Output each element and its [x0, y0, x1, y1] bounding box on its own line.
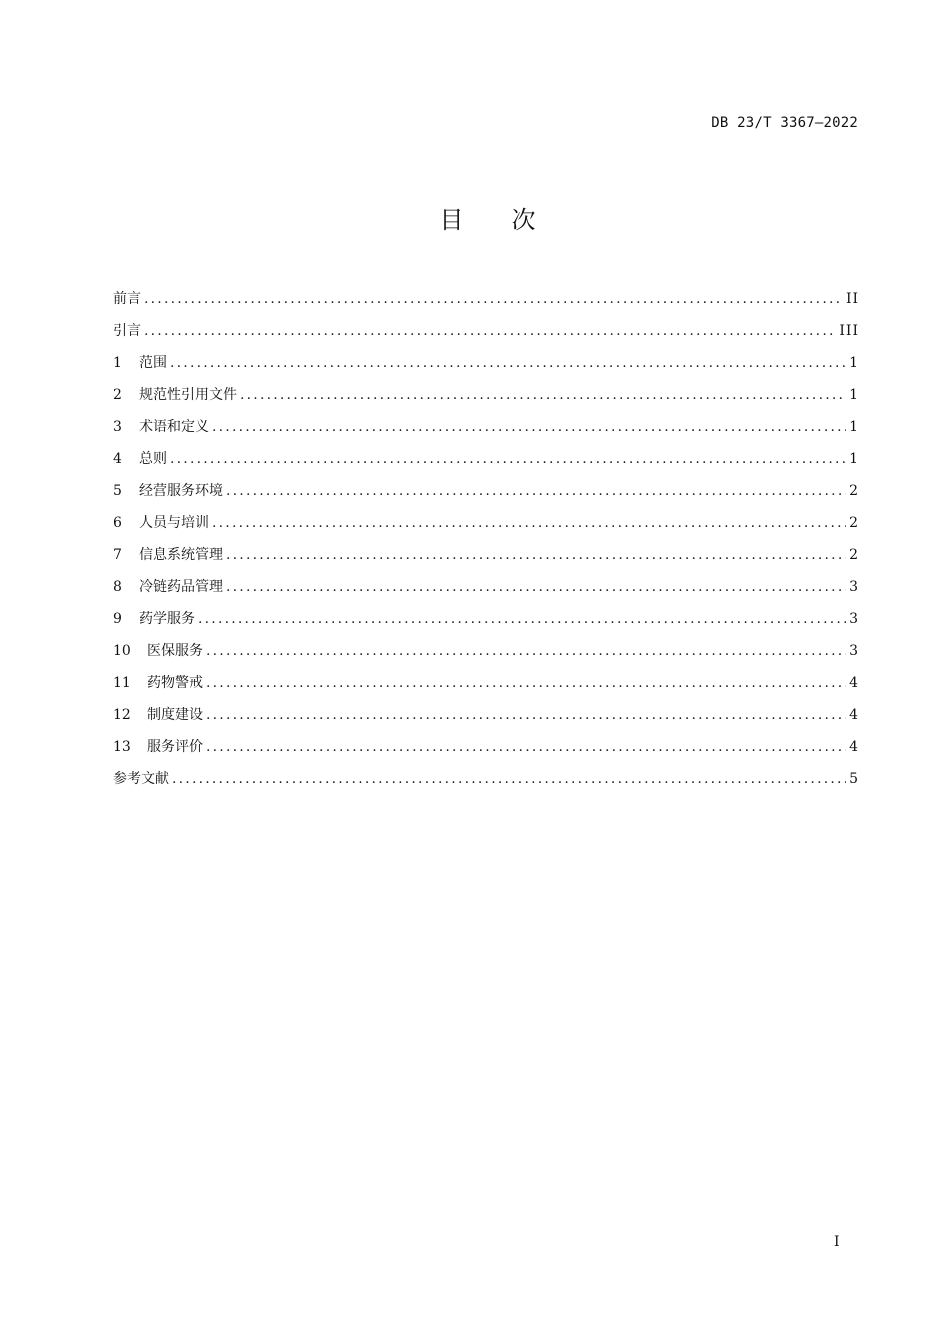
toc-entry-label-wrap: [113, 507, 209, 539]
toc-entry-number: 11: [113, 675, 131, 691]
toc-entry-9[interactable]: [113, 603, 859, 635]
toc-entry-label: 信息系统管理: [139, 547, 223, 563]
toc-entry-page: 1: [849, 451, 859, 467]
toc-entry-number: 7: [113, 547, 122, 563]
toc-entry-introduction[interactable]: [113, 315, 859, 347]
toc-entry-page: 1: [849, 419, 859, 435]
toc-entry-6[interactable]: [113, 507, 859, 539]
toc-dot-leader: [206, 731, 846, 763]
toc-entry-label: 参考文献: [113, 771, 169, 787]
toc-entry-number: 4: [113, 451, 122, 467]
toc-dot-leader: [170, 443, 846, 475]
toc-entry-3[interactable]: [113, 411, 859, 443]
toc-entry-label: 人员与培训: [139, 515, 209, 531]
toc-entry-number: 12: [113, 707, 131, 723]
toc-dot-leader: [206, 667, 846, 699]
toc-entry-11[interactable]: [113, 667, 859, 699]
toc-entry-10[interactable]: [113, 635, 859, 667]
toc-dot-leader: [212, 411, 846, 443]
toc-entry-13[interactable]: [113, 731, 859, 763]
toc-entry-page: III: [839, 323, 859, 339]
toc-entry-page: 4: [849, 707, 859, 723]
toc-entry-label-wrap: [113, 347, 167, 379]
toc-entry-1[interactable]: [113, 347, 859, 379]
toc-entry-2[interactable]: [113, 379, 859, 411]
toc-entry-label: 术语和定义: [139, 419, 209, 435]
toc-dot-leader: [226, 571, 846, 603]
toc-entry-label-wrap: [113, 603, 195, 635]
toc-entry-12[interactable]: [113, 699, 859, 731]
toc-dot-leader: [226, 539, 846, 571]
toc-entry-label-wrap: [113, 667, 203, 699]
toc-entry-page: 4: [849, 739, 859, 755]
toc-entry-label-wrap: [113, 571, 223, 603]
toc-entry-page: 2: [849, 483, 859, 499]
toc-dot-leader: [198, 603, 846, 635]
toc-entry-label: 规范性引用文件: [139, 387, 237, 403]
toc-entry-label-wrap: [113, 635, 203, 667]
document-code: DB 23/T 3367—2022: [711, 115, 858, 131]
toc-entry-label: 范围: [139, 355, 167, 371]
toc-entry-label: 总则: [139, 451, 167, 467]
toc-dot-leader: [206, 699, 846, 731]
toc-entry-number: 5: [113, 483, 122, 499]
toc-entry-label-wrap: [113, 443, 167, 475]
toc-entry-number: 8: [113, 579, 122, 595]
toc-entry-label: 服务评价: [147, 739, 203, 755]
table-of-contents: [113, 283, 859, 795]
toc-entry-page: 5: [849, 771, 859, 787]
toc-entry-page: 3: [849, 611, 859, 627]
toc-dot-leader: [170, 347, 846, 379]
toc-dot-leader: [144, 315, 836, 347]
toc-dot-leader: [212, 507, 846, 539]
toc-entry-page: 1: [849, 387, 859, 403]
toc-title-char-2: 次: [511, 206, 536, 234]
toc-entry-number: 3: [113, 419, 122, 435]
toc-dot-leader: [240, 379, 846, 411]
toc-entry-label: 经营服务环境: [139, 483, 223, 499]
toc-entry-number: 2: [113, 387, 122, 403]
page-number: I: [834, 1234, 840, 1250]
toc-entry-page: 3: [849, 643, 859, 659]
toc-dot-leader: [144, 283, 843, 315]
toc-entry-number: 13: [113, 739, 131, 755]
toc-entry-4[interactable]: [113, 443, 859, 475]
toc-entry-page: 2: [849, 515, 859, 531]
toc-dot-leader: [172, 763, 846, 795]
toc-entry-number: 10: [113, 643, 131, 659]
toc-entry-foreword[interactable]: [113, 283, 859, 315]
toc-entry-8[interactable]: [113, 571, 859, 603]
toc-dot-leader: [206, 635, 846, 667]
toc-entry-number: 6: [113, 515, 122, 531]
toc-entry-references[interactable]: [113, 763, 859, 795]
toc-entry-page: II: [845, 291, 859, 307]
toc-entry-label: 医保服务: [147, 643, 203, 659]
toc-entry-label-wrap: [113, 539, 223, 571]
toc-entry-label-wrap: [113, 411, 209, 443]
toc-entry-label: 引言: [113, 323, 141, 339]
toc-entry-page: 2: [849, 547, 859, 563]
toc-title: [0, 200, 950, 235]
toc-entry-label: 药物警戒: [147, 675, 203, 691]
toc-entry-label-wrap: [113, 379, 237, 411]
toc-entry-number: 9: [113, 611, 122, 627]
toc-entry-page: 4: [849, 675, 859, 691]
toc-title-char-1: 目: [439, 206, 464, 234]
toc-entry-label: 冷链药品管理: [139, 579, 223, 595]
toc-entry-label-wrap: [113, 731, 203, 763]
toc-entry-label-wrap: [113, 475, 223, 507]
toc-dot-leader: [226, 475, 846, 507]
toc-entry-page: 3: [849, 579, 859, 595]
toc-entry-7[interactable]: [113, 539, 859, 571]
toc-entry-label-wrap: [113, 315, 141, 347]
toc-entry-label-wrap: [113, 283, 141, 315]
toc-entry-label: 前言: [113, 291, 141, 307]
toc-entry-number: 1: [113, 355, 122, 371]
toc-entry-label: 制度建设: [147, 707, 203, 723]
toc-entry-5[interactable]: [113, 475, 859, 507]
toc-entry-page: 1: [849, 355, 859, 371]
toc-entry-label-wrap: [113, 699, 203, 731]
toc-entry-label-wrap: [113, 763, 169, 795]
toc-entry-label: 药学服务: [139, 611, 195, 627]
